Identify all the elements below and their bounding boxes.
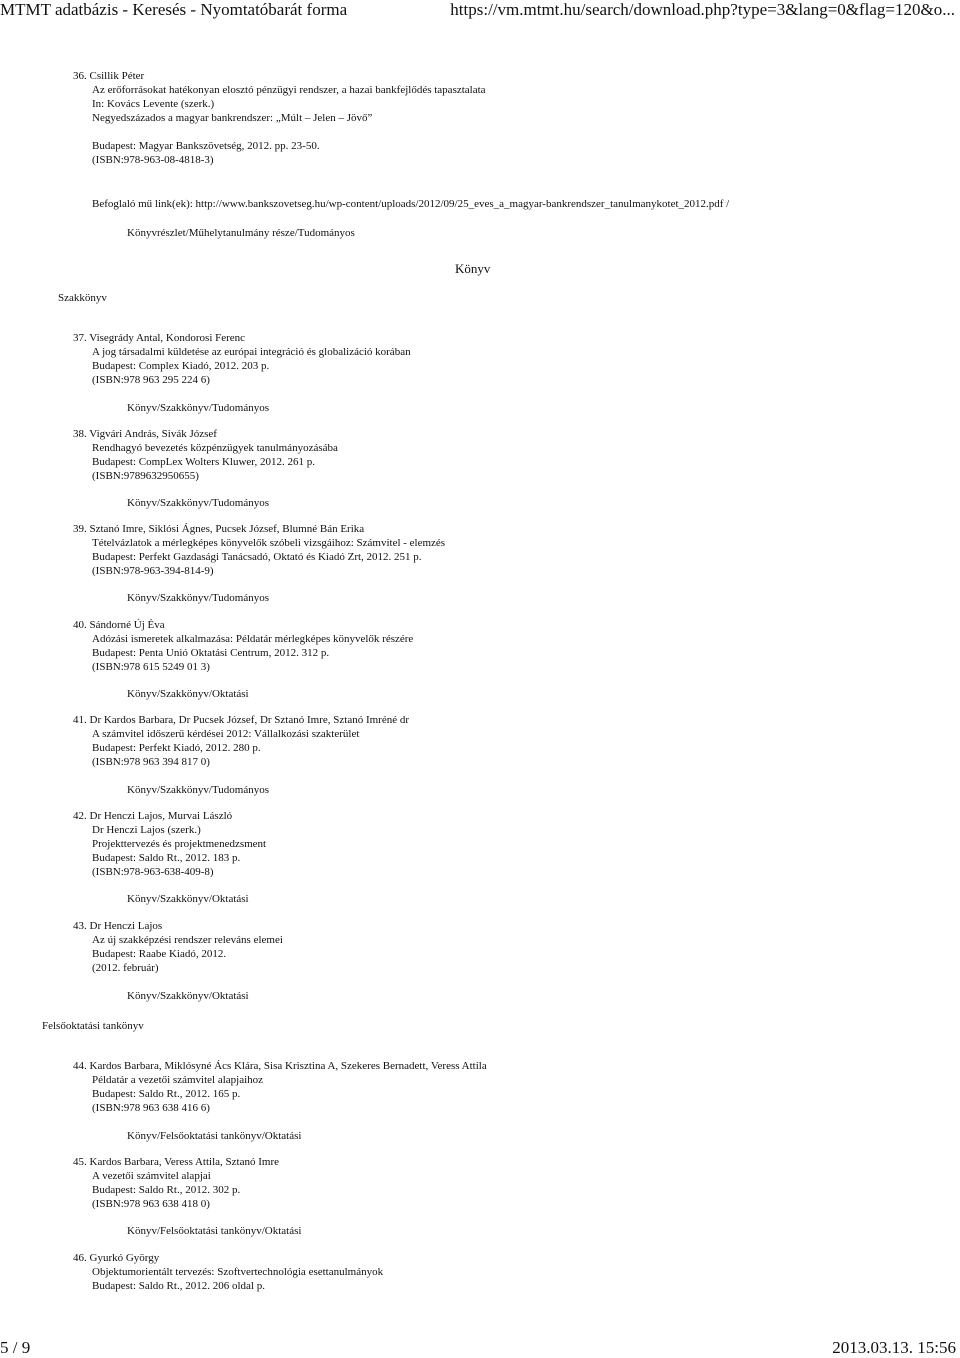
entry-40-line-4: (ISBN:978 615 5249 01 3): [92, 661, 210, 673]
entry-41-line-2: A számvitel időszerű kérdései 2012: Vállalkozási szakterület: [92, 728, 360, 740]
entry-39-category: Könyv/Szakkönyv/Tudományos: [127, 592, 269, 604]
entry-36-line-3: In: Kovács Levente (szerk.): [92, 98, 215, 110]
entry-43-category: Könyv/Szakkönyv/Oktatási: [127, 990, 249, 1002]
entry-37-line-4: (ISBN:978 963 295 224 6): [92, 374, 210, 386]
entry-42-line-2: Dr Henczi Lajos (szerk.): [92, 824, 201, 836]
entry-46-line-1: 46. Gyurkó György: [73, 1252, 160, 1264]
entry-44-line-1: 44. Kardos Barbara, Miklósyné Ács Klára, Sisa Krisztina A, Szekeres Bernadett, Veress Attila: [73, 1060, 487, 1072]
entry-45-category: Könyv/Felsőoktatási tankönyv/Oktatási: [127, 1225, 302, 1237]
entry-42-line-3: Projekttervezés és projektmenedzsment: [92, 838, 267, 850]
entry-42-line-4: Budapest: Saldo Rt., 2012. 183 p.: [92, 852, 241, 864]
section-felsooktatasi: Felsőoktatási tankönyv: [42, 1020, 144, 1032]
entry-44-category: Könyv/Felsőoktatási tankönyv/Oktatási: [127, 1130, 302, 1142]
entry-44-line-4: (ISBN:978 963 638 416 6): [92, 1102, 210, 1114]
entry-46-line-2: Objektumorientált tervezés: Szoftvertechnológia esettanulmányok: [92, 1266, 384, 1278]
entry-36-line-2: Az erőforrásokat hatékonyan elosztó pénzügyi rendszer, a hazai bankfejlődés tapasztalata: [92, 84, 486, 96]
entry-45-line-4: (ISBN:978 963 638 418 0): [92, 1198, 210, 1210]
entry-45-line-1: 45. Kardos Barbara, Veress Attila, Sztanó Imre: [73, 1156, 279, 1168]
entry-37-line-3: Budapest: Complex Kiadó, 2012. 203 p.: [92, 360, 270, 372]
entry-43-line-1: 43. Dr Henczi Lajos: [73, 920, 163, 932]
entry-38-line-4: (ISBN:9789632950655): [92, 470, 199, 482]
entry-46-line-3: Budapest: Saldo Rt., 2012. 206 oldal p.: [92, 1280, 265, 1292]
entry-43-line-2: Az új szakképzési rendszer releváns elemei: [92, 934, 283, 946]
print-datetime: 2013.03.13. 15:56: [832, 1338, 956, 1357]
entry-40-category: Könyv/Szakkönyv/Oktatási: [127, 688, 249, 700]
entry-36-line-6: Budapest: Magyar Bankszövetség, 2012. pp. 23-50.: [92, 140, 320, 152]
entry-41-line-4: (ISBN:978 963 394 817 0): [92, 756, 210, 768]
page-header-title: MTMT adatbázis - Keresés - Nyomtatóbarát forma: [0, 0, 348, 19]
entry-36-line-1: 36. Csillik Péter: [73, 70, 145, 82]
entry-38-line-1: 38. Vigvári András, Sivák József: [73, 428, 217, 440]
entry-37-line-2: A jog társadalmi küldetése az európai integráció és globalizáció korában: [92, 346, 411, 358]
entry-38-line-2: Rendhagyó bevezetés közpénzügyek tanulmányozásába: [92, 442, 338, 454]
entry-38-line-3: Budapest: CompLex Wolters Kluwer, 2012. 261 p.: [92, 456, 316, 468]
entry-36-category: Könyvrészlet/Műhelytanulmány része/Tudományos: [127, 227, 355, 239]
entry-43-line-4: (2012. február): [92, 962, 159, 974]
entry-43-line-3: Budapest: Raabe Kiadó, 2012.: [92, 948, 227, 960]
page-header-url: https://vm.mtmt.hu/search/download.php?type=3&lang=0&flag=120&o...: [450, 0, 955, 19]
entry-37-category: Könyv/Szakkönyv/Tudományos: [127, 402, 269, 414]
entry-45-line-3: Budapest: Saldo Rt., 2012. 302 p.: [92, 1184, 241, 1196]
section-szakkonyv: Szakkönyv: [58, 292, 107, 304]
entry-37-line-1: 37. Visegrády Antal, Kondorosi Ferenc: [73, 332, 246, 344]
entry-39-line-2: Tételvázlatok a mérlegképes könyvelők szóbeli vizsgáihoz: Számvitel - elemzés: [92, 537, 446, 549]
entry-40-line-1: 40. Sándorné Új Éva: [73, 619, 165, 631]
entry-41-line-1: 41. Dr Kardos Barbara, Dr Pucsek József, Dr Sztanó Imre, Sztanó Imréné dr: [73, 714, 410, 726]
entry-36-link[interactable]: Befoglaló mű link(ek): http://www.bankszovetseg.hu/wp-content/uploads/2012/09/25_eves_a_magyar-bankrendszer_tanulmanykotet_2012.pdf /: [92, 198, 730, 210]
entry-44-line-2: Példatár a vezetői számvitel alapjaihoz: [92, 1074, 264, 1086]
entry-38-category: Könyv/Szakkönyv/Tudományos: [127, 497, 269, 509]
entry-44-line-3: Budapest: Saldo Rt., 2012. 165 p.: [92, 1088, 241, 1100]
entry-39-line-4: (ISBN:978-963-394-814-9): [92, 565, 214, 577]
entry-39-line-1: 39. Sztanó Imre, Siklósi Ágnes, Pucsek József, Blumné Bán Erika: [73, 523, 365, 535]
entry-42-line-5: (ISBN:978-963-638-409-8): [92, 866, 214, 878]
entry-45-line-2: A vezetői számvitel alapjai: [92, 1170, 211, 1182]
entry-41-category: Könyv/Szakkönyv/Tudományos: [127, 784, 269, 796]
entry-40-line-3: Budapest: Penta Unió Oktatási Centrum, 2012. 312 p.: [92, 647, 330, 659]
section-konyv: Könyv: [455, 261, 491, 276]
entry-41-line-3: Budapest: Perfekt Kiadó, 2012. 280 p.: [92, 742, 261, 754]
entry-42-line-1: 42. Dr Henczi Lajos, Murvai László: [73, 810, 233, 822]
entry-36-line-7: (ISBN:978-963-08-4818-3): [92, 154, 214, 166]
page-number: 5 / 9: [0, 1338, 31, 1357]
entry-36-line-4: Negyedszázados a magyar bankrendszer: „Múlt – Jelen – Jövő”: [92, 112, 373, 124]
entry-39-line-3: Budapest: Perfekt Gazdasági Tanácsadó, Oktató és Kiadó Zrt, 2012. 251 p.: [92, 551, 422, 563]
entry-40-line-2: Adózási ismeretek alkalmazása: Példatár mérlegképes könyvelők részére: [92, 633, 414, 645]
entry-42-category: Könyv/Szakkönyv/Oktatási: [127, 893, 249, 905]
